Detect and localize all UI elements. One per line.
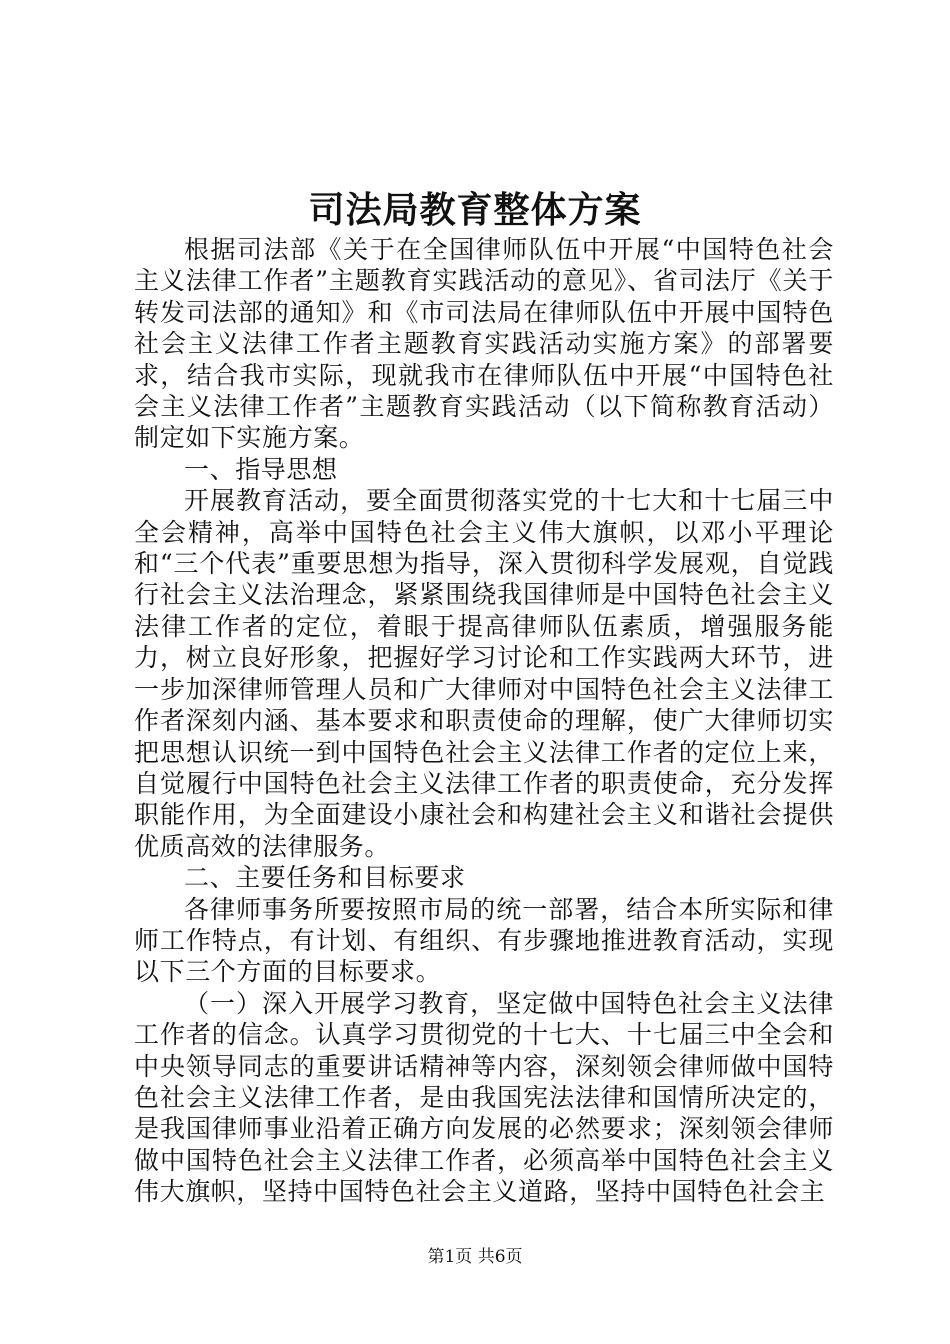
document-title: 司法局教育整体方案 (308, 189, 642, 231)
main-tasks-paragraph: 各律师事务所要按照市局的统一部署，结合本所实际和律师工作特点，有计划、有组织、有步骤地推进教育活动，实现以下三个方面的目标要求。 (134, 894, 834, 987)
section-heading-main-tasks: 二、主要任务和目标要求 (184, 863, 466, 893)
intro-paragraph: 根据司法部《关于在全国律师队伍中开展“中国特色社会主义法律工作者”主题教育实践活动的意见》、省司法厅《关于转发司法部的通知》和《市司法局在律师队伍中开展中国特色社会主义法律工作者主题教育实践活动实施方案》的部署要求，结合我市实际，现就我市在律师队伍中开展“中国特色社会主义法律工作者”主题教育实践活动（以下简称教育活动）制定如下实施方案。 (134, 235, 834, 453)
subsection-one-paragraph: （一）深入开展学习教育，坚定做中国特色社会主义法律工作者的信念。认真学习贯彻党的十七大、十七届三中全会和中央领导同志的重要讲话精神等内容，深刻领会律师做中国特色社会主义法律工作者，是由我国宪法法律和国情所决定的，是我国律师事业沿着正确方向发展的必然要求；深刻领会律师做中国特色社会主义法律工作者，必须高举中国特色社会主义伟大旗帜，坚持中国特色社会主义道路，坚持中国特色社会主 (134, 988, 834, 1207)
document-body (134, 234, 834, 1208)
section-heading-guiding-thought: 一、指导思想 (184, 454, 338, 484)
guiding-thought-paragraph: 开展教育活动，要全面贯彻落实党的十七大和十七届三中全会精神，高举中国特色社会主义伟大旗帜，以邓小平理论和“三个代表”重要思想为指导，深入贯彻科学发展观，自觉践行社会主义法治理念，紧紧围绕我国律师是中国特色社会主义法律工作者的定位，着眼于提高律师队伍素质，增强服务能力，树立良好形象，把握好学习讨论和工作实践两大环节，进一步加深律师管理人员和广大律师对中国特色社会主义法律工作者深刻内涵、基本要求和职责使命的理解，使广大律师切实把思想认识统一到中国特色社会主义法律工作者的定位上来，自觉履行中国特色社会主义法律工作者的职责使命，充分发挥职能作用，为全面建设小康社会和构建社会主义和谐社会提供优质高效的法律服务。 (134, 486, 834, 861)
page-footer: 第1页 共6页 (427, 1247, 523, 1267)
